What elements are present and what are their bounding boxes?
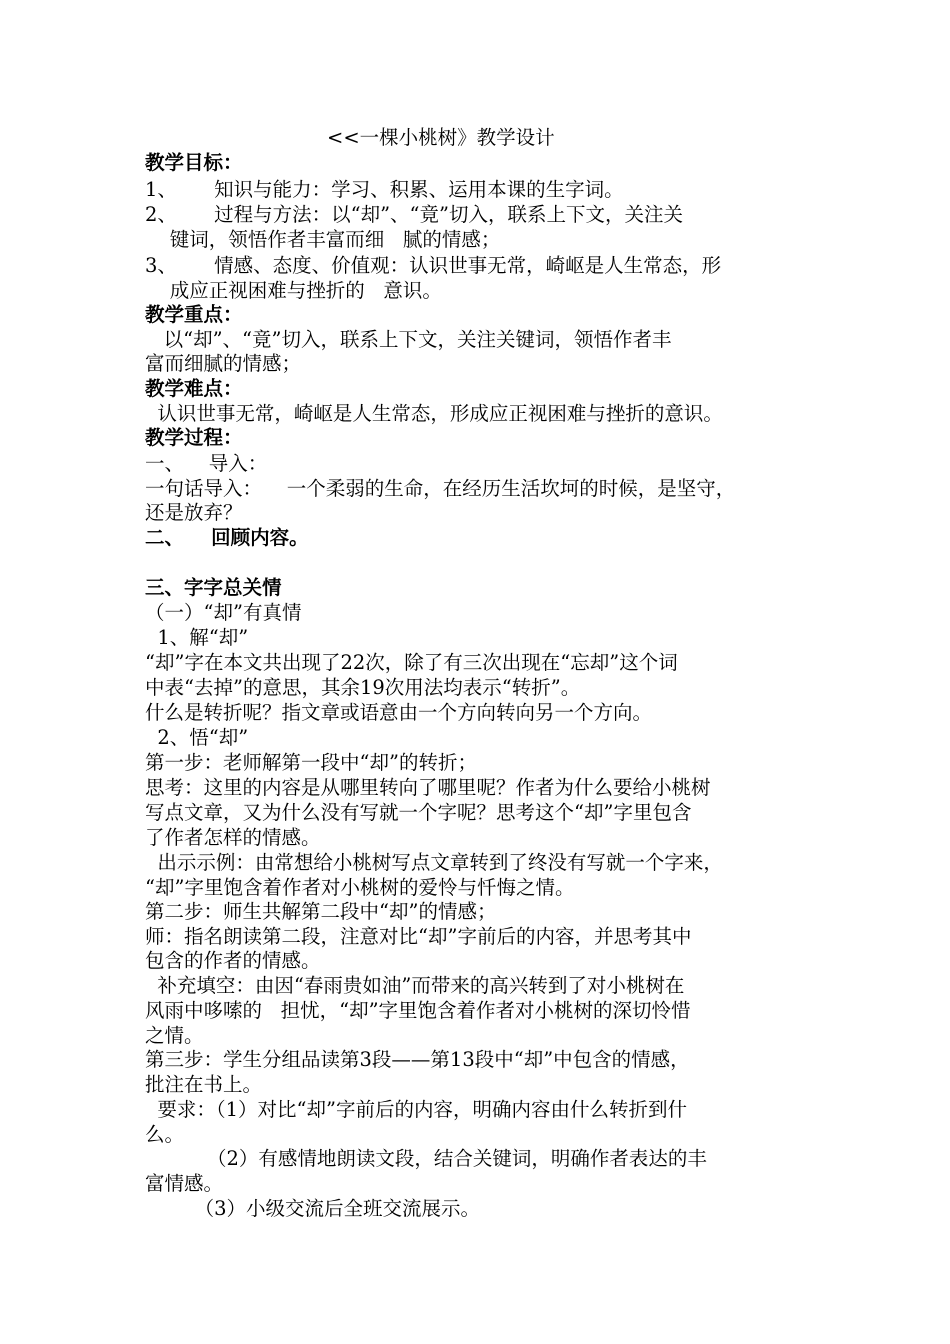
text-line: 1、 知识与能力：学习、积累、运用本课的生字词。: [145, 178, 624, 201]
text-line: 1、解“却”: [145, 626, 249, 649]
text-line: 包含的作者的情感。: [145, 949, 321, 972]
text-line: 3、 情感、态度、价值观：认识世事无常，崎岖是人生常态，形: [145, 254, 722, 277]
text-line: 第二步：师生共解第二段中“却”的情感；: [145, 900, 497, 923]
text-line: （一）“却”有真情: [145, 601, 302, 624]
text-line: 了作者怎样的情感。: [145, 826, 321, 849]
text-line: 一、 导入：: [145, 452, 268, 475]
text-line: 键词，领悟作者丰富而细 腻的情感；: [145, 228, 501, 251]
text-line: 以“却”、“竟”切入，联系上下文，关注关键词，领悟作者丰: [145, 328, 672, 351]
section-heading: 教学重点：: [145, 303, 243, 326]
text-line: 中表“去掉”的意思，其余19次用法均表示“转折”。: [145, 676, 581, 699]
text-line: 第一步：老师解第一段中“却”的转折；: [145, 751, 477, 774]
section-heading: 教学难点：: [145, 377, 243, 400]
text-line: 思考：这里的内容是从哪里转向了哪里呢？作者为什么要给小桃树: [145, 776, 711, 799]
text-line: 一句话导入： 一个柔弱的生命，在经历生活坎坷的时候，是坚守，: [145, 477, 736, 500]
text-line: 风雨中哆嗦的 担忧，“却”字里饱含着作者对小桃树的深切怜惜: [145, 999, 691, 1022]
text-line: 富而细腻的情感；: [145, 352, 302, 375]
text-line: 师：指名朗读第二段，注意对比“却”字前后的内容，并思考其中: [145, 925, 692, 948]
text-line: 富情感。: [145, 1172, 224, 1195]
text-line: 还是放弃？: [145, 501, 243, 524]
text-line: “却”字在本文共出现了22次，除了有三次出现在“忘却”这个词: [145, 651, 678, 674]
text-line: 要求：（1）对比“却”字前后的内容，明确内容由什么转折到什: [145, 1098, 687, 1121]
text-line: 批注在书上。: [145, 1073, 263, 1096]
text-line: 2、 过程与方法：以“却”、“竟”切入，联系上下文，关注关: [145, 203, 683, 226]
section-heading: 教学目标：: [145, 151, 243, 174]
text-line: 成应正视困难与挫折的 意识。: [145, 279, 442, 302]
text-line: 写点文章，又为什么没有写就一个字呢？思考这个“却”字里包含: [145, 801, 692, 824]
text-line: 之情。: [145, 1024, 204, 1047]
section-heading: 教学过程：: [145, 426, 243, 449]
text-line: 什么是转折呢？指文章或语意由一个方向转向另一个方向。: [145, 701, 653, 724]
text-line: 第三步：学生分组品读第3段——第13段中“却”中包含的情感，: [145, 1048, 690, 1071]
text-line: （3）小级交流后全班交流展示。: [145, 1197, 480, 1220]
text-line: （2）有感情地朗读文段，结合关键词，明确作者表达的丰: [145, 1147, 707, 1170]
text-line: 补充填空：由因“春雨贵如油”而带来的高兴转到了对小桃树在: [145, 974, 685, 997]
section-heading: 三、字字总关情: [145, 576, 282, 599]
section-heading: 二、 回顾内容。: [145, 526, 309, 549]
text-line: 认识世事无常，崎岖是人生常态，形成应正视困难与挫折的意识。: [145, 402, 723, 425]
text-line: 出示示例：由常想给小桃树写点文章转到了终没有写就一个字来，: [145, 851, 723, 874]
text-line: 2、悟“却”: [145, 726, 249, 749]
document-title: <<一棵小桃树》教学设计: [327, 126, 555, 149]
text-line: 么。: [145, 1123, 185, 1146]
text-line: “却”字里饱含着作者对小桃树的爱怜与忏悔之情。: [145, 876, 575, 899]
